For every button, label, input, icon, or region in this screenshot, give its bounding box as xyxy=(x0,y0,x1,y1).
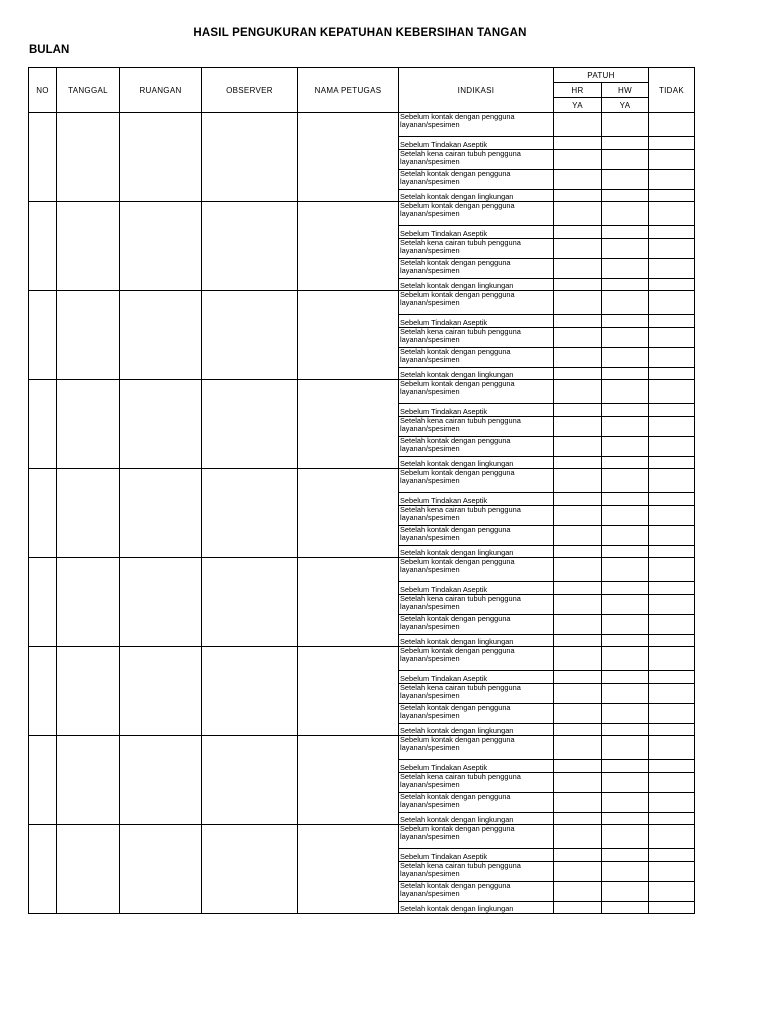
cell-tidak[interactable] xyxy=(649,546,695,558)
cell-observer[interactable] xyxy=(202,380,298,469)
cell-hr-ya[interactable] xyxy=(554,328,602,348)
header-hr-ya: YA xyxy=(554,98,602,113)
cell-tidak[interactable] xyxy=(649,348,695,368)
cell-indikasi: Sebelum kontak dengan pengguna layanan/spesimen xyxy=(399,825,554,849)
cell-hw-ya[interactable] xyxy=(602,368,649,380)
table-body xyxy=(29,113,695,914)
cell-indikasi: Setelah kena cairan tubuh pengguna layanan/spesimen xyxy=(399,862,554,882)
cell-hr-ya[interactable] xyxy=(554,862,602,882)
cell-tidak[interactable] xyxy=(649,259,695,279)
cell-tidak[interactable] xyxy=(649,457,695,469)
cell-tidak[interactable] xyxy=(649,291,695,315)
table-row xyxy=(29,647,695,671)
cell-hw-ya[interactable] xyxy=(602,417,649,437)
cell-tidak[interactable] xyxy=(649,793,695,813)
cell-hw-ya[interactable] xyxy=(602,704,649,724)
cell-hw-ya[interactable] xyxy=(602,291,649,315)
cell-hr-ya[interactable] xyxy=(554,595,602,615)
cell-nama-petugas[interactable] xyxy=(298,380,399,469)
cell-hw-ya[interactable] xyxy=(602,469,649,493)
cell-tidak[interactable] xyxy=(649,190,695,202)
cell-hw-ya[interactable] xyxy=(602,671,649,684)
cell-hr-ya[interactable] xyxy=(554,684,602,704)
cell-indikasi: Setelah kontak dengan pengguna layanan/spesimen xyxy=(399,526,554,546)
cell-hw-ya[interactable] xyxy=(602,380,649,404)
cell-tidak[interactable] xyxy=(649,137,695,150)
cell-tidak[interactable] xyxy=(649,328,695,348)
cell-indikasi: Setelah kena cairan tubuh pengguna layanan/spesimen xyxy=(399,417,554,437)
cell-tidak[interactable] xyxy=(649,404,695,417)
table-row xyxy=(29,558,695,582)
cell-hr-ya[interactable] xyxy=(554,793,602,813)
cell-indikasi: Sebelum Tindakan Aseptik xyxy=(399,582,554,595)
cell-hw-ya[interactable] xyxy=(602,190,649,202)
cell-tidak[interactable] xyxy=(649,113,695,137)
cell-hw-ya[interactable] xyxy=(602,684,649,704)
cell-tidak[interactable] xyxy=(649,469,695,493)
cell-tidak[interactable] xyxy=(649,226,695,239)
cell-observer[interactable] xyxy=(202,647,298,736)
cell-hr-ya[interactable] xyxy=(554,506,602,526)
table-row xyxy=(29,825,695,849)
cell-observer[interactable] xyxy=(202,736,298,825)
cell-hw-ya[interactable] xyxy=(602,170,649,190)
cell-no[interactable] xyxy=(29,647,57,736)
cell-indikasi: Sebelum Tindakan Aseptik xyxy=(399,404,554,417)
cell-tidak[interactable] xyxy=(649,724,695,736)
cell-hr-ya[interactable] xyxy=(554,773,602,793)
cell-tidak[interactable] xyxy=(649,671,695,684)
cell-ruangan[interactable] xyxy=(120,291,202,380)
header-indikasi: INDIKASI xyxy=(399,68,554,113)
cell-hw-ya[interactable] xyxy=(602,793,649,813)
cell-no[interactable] xyxy=(29,202,57,291)
cell-hw-ya[interactable] xyxy=(602,457,649,469)
cell-hw-ya[interactable] xyxy=(602,582,649,595)
cell-tidak[interactable] xyxy=(649,202,695,226)
cell-hr-ya[interactable] xyxy=(554,825,602,849)
table-row xyxy=(29,291,695,315)
cell-tidak[interactable] xyxy=(649,760,695,773)
cell-ruangan[interactable] xyxy=(120,469,202,558)
cell-tidak[interactable] xyxy=(649,279,695,291)
compliance-table xyxy=(28,67,695,914)
cell-indikasi: Sebelum Tindakan Aseptik xyxy=(399,849,554,862)
cell-hr-ya[interactable] xyxy=(554,137,602,150)
cell-tidak[interactable] xyxy=(649,849,695,862)
header-tanggal: TANGGAL xyxy=(57,68,120,113)
cell-tidak[interactable] xyxy=(649,558,695,582)
cell-indikasi: Sebelum Tindakan Aseptik xyxy=(399,137,554,150)
cell-hw-ya[interactable] xyxy=(602,635,649,647)
cell-hr-ya[interactable] xyxy=(554,704,602,724)
cell-hr-ya[interactable] xyxy=(554,546,602,558)
cell-no[interactable] xyxy=(29,736,57,825)
cell-tanggal[interactable] xyxy=(57,647,120,736)
cell-hr-ya[interactable] xyxy=(554,150,602,170)
cell-hr-ya[interactable] xyxy=(554,279,602,291)
cell-hr-ya[interactable] xyxy=(554,849,602,862)
cell-hw-ya[interactable] xyxy=(602,279,649,291)
cell-indikasi: Setelah kontak dengan lingkungan xyxy=(399,546,554,558)
cell-hw-ya[interactable] xyxy=(602,113,649,137)
cell-observer[interactable] xyxy=(202,558,298,647)
cell-observer[interactable] xyxy=(202,469,298,558)
cell-hr-ya[interactable] xyxy=(554,417,602,437)
cell-indikasi: Sebelum kontak dengan pengguna layanan/spesimen xyxy=(399,647,554,671)
cell-nama-petugas[interactable] xyxy=(298,469,399,558)
cell-indikasi: Sebelum Tindakan Aseptik xyxy=(399,671,554,684)
cell-indikasi: Setelah kena cairan tubuh pengguna layanan/spesimen xyxy=(399,239,554,259)
cell-hw-ya[interactable] xyxy=(602,239,649,259)
cell-tidak[interactable] xyxy=(649,773,695,793)
cell-hr-ya[interactable] xyxy=(554,190,602,202)
document-title: HASIL PENGUKURAN KEPATUHAN KEBERSIHAN TANGAN xyxy=(193,27,527,39)
cell-tanggal[interactable] xyxy=(57,380,120,469)
cell-indikasi: Setelah kontak dengan pengguna layanan/spesimen xyxy=(399,793,554,813)
cell-no[interactable] xyxy=(29,558,57,647)
cell-hw-ya[interactable] xyxy=(602,328,649,348)
cell-indikasi: Setelah kontak dengan pengguna layanan/spesimen xyxy=(399,704,554,724)
cell-indikasi: Sebelum Tindakan Aseptik xyxy=(399,226,554,239)
cell-hw-ya[interactable] xyxy=(602,348,649,368)
cell-tidak[interactable] xyxy=(649,813,695,825)
cell-tidak[interactable] xyxy=(649,380,695,404)
cell-no[interactable] xyxy=(29,380,57,469)
cell-tidak[interactable] xyxy=(649,170,695,190)
cell-indikasi: Setelah kontak dengan lingkungan xyxy=(399,902,554,914)
cell-indikasi: Sebelum Tindakan Aseptik xyxy=(399,315,554,328)
cell-indikasi: Setelah kena cairan tubuh pengguna layanan/spesimen xyxy=(399,506,554,526)
cell-hw-ya[interactable] xyxy=(602,546,649,558)
cell-no[interactable] xyxy=(29,113,57,202)
cell-ruangan[interactable] xyxy=(120,825,202,914)
cell-hr-ya[interactable] xyxy=(554,635,602,647)
cell-indikasi: Setelah kena cairan tubuh pengguna layanan/spesimen xyxy=(399,328,554,348)
cell-indikasi: Setelah kontak dengan lingkungan xyxy=(399,813,554,825)
cell-tidak[interactable] xyxy=(649,582,695,595)
cell-hr-ya[interactable] xyxy=(554,259,602,279)
cell-tidak[interactable] xyxy=(649,506,695,526)
cell-hr-ya[interactable] xyxy=(554,368,602,380)
cell-nama-petugas[interactable] xyxy=(298,291,399,380)
cell-hw-ya[interactable] xyxy=(602,493,649,506)
cell-nama-petugas[interactable] xyxy=(298,202,399,291)
cell-tanggal[interactable] xyxy=(57,202,120,291)
cell-hr-ya[interactable] xyxy=(554,113,602,137)
table-row xyxy=(29,202,695,226)
cell-tidak[interactable] xyxy=(649,595,695,615)
cell-tidak[interactable] xyxy=(649,862,695,882)
cell-ruangan[interactable] xyxy=(120,380,202,469)
cell-indikasi: Sebelum Tindakan Aseptik xyxy=(399,760,554,773)
cell-hw-ya[interactable] xyxy=(602,862,649,882)
cell-tidak[interactable] xyxy=(649,704,695,724)
table-row xyxy=(29,736,695,760)
cell-nama-petugas[interactable] xyxy=(298,736,399,825)
cell-tidak[interactable] xyxy=(649,493,695,506)
cell-indikasi: Setelah kontak dengan pengguna layanan/spesimen xyxy=(399,437,554,457)
header-nama-petugas: NAMA PETUGAS xyxy=(298,68,399,113)
cell-ruangan[interactable] xyxy=(120,202,202,291)
cell-ruangan[interactable] xyxy=(120,113,202,202)
cell-indikasi: Setelah kontak dengan pengguna layanan/spesimen xyxy=(399,348,554,368)
cell-hr-ya[interactable] xyxy=(554,226,602,239)
cell-indikasi: Setelah kena cairan tubuh pengguna layanan/spesimen xyxy=(399,595,554,615)
header-hw: HW xyxy=(602,83,649,98)
cell-hr-ya[interactable] xyxy=(554,615,602,635)
cell-indikasi: Sebelum kontak dengan pengguna layanan/spesimen xyxy=(399,736,554,760)
cell-tidak[interactable] xyxy=(649,239,695,259)
cell-indikasi: Setelah kontak dengan pengguna layanan/spesimen xyxy=(399,615,554,635)
cell-hw-ya[interactable] xyxy=(602,773,649,793)
cell-tanggal[interactable] xyxy=(57,736,120,825)
table-row xyxy=(29,469,695,493)
cell-indikasi: Setelah kontak dengan pengguna layanan/spesimen xyxy=(399,170,554,190)
cell-indikasi: Sebelum kontak dengan pengguna layanan/spesimen xyxy=(399,469,554,493)
cell-tidak[interactable] xyxy=(649,736,695,760)
cell-indikasi: Sebelum kontak dengan pengguna layanan/spesimen xyxy=(399,380,554,404)
cell-hr-ya[interactable] xyxy=(554,813,602,825)
cell-nama-petugas[interactable] xyxy=(298,113,399,202)
cell-nama-petugas[interactable] xyxy=(298,825,399,914)
cell-hw-ya[interactable] xyxy=(602,315,649,328)
cell-indikasi: Sebelum kontak dengan pengguna layanan/spesimen xyxy=(399,113,554,137)
cell-hr-ya[interactable] xyxy=(554,469,602,493)
cell-hw-ya[interactable] xyxy=(602,437,649,457)
cell-tidak[interactable] xyxy=(649,825,695,849)
cell-hw-ya[interactable] xyxy=(602,259,649,279)
cell-tidak[interactable] xyxy=(649,882,695,902)
header-no: NO xyxy=(29,68,57,113)
cell-hw-ya[interactable] xyxy=(602,137,649,150)
cell-hr-ya[interactable] xyxy=(554,647,602,671)
cell-tanggal[interactable] xyxy=(57,825,120,914)
cell-hw-ya[interactable] xyxy=(602,825,649,849)
cell-hr-ya[interactable] xyxy=(554,437,602,457)
cell-tidak[interactable] xyxy=(649,437,695,457)
cell-indikasi: Setelah kena cairan tubuh pengguna layanan/spesimen xyxy=(399,150,554,170)
cell-nama-petugas[interactable] xyxy=(298,558,399,647)
cell-hw-ya[interactable] xyxy=(602,849,649,862)
cell-tidak[interactable] xyxy=(649,417,695,437)
cell-tidak[interactable] xyxy=(649,150,695,170)
cell-indikasi: Setelah kontak dengan lingkungan xyxy=(399,457,554,469)
cell-observer[interactable] xyxy=(202,291,298,380)
cell-indikasi: Setelah kena cairan tubuh pengguna layanan/spesimen xyxy=(399,684,554,704)
header-tidak: TIDAK xyxy=(649,68,695,113)
cell-hw-ya[interactable] xyxy=(602,506,649,526)
header-observer: OBSERVER xyxy=(202,68,298,113)
cell-indikasi: Sebelum kontak dengan pengguna layanan/spesimen xyxy=(399,291,554,315)
cell-hw-ya[interactable] xyxy=(602,150,649,170)
cell-hw-ya[interactable] xyxy=(602,526,649,546)
cell-hr-ya[interactable] xyxy=(554,902,602,914)
cell-hw-ya[interactable] xyxy=(602,202,649,226)
cell-hw-ya[interactable] xyxy=(602,404,649,417)
cell-tidak[interactable] xyxy=(649,315,695,328)
cell-indikasi: Setelah kontak dengan lingkungan xyxy=(399,724,554,736)
cell-hw-ya[interactable] xyxy=(602,615,649,635)
cell-observer[interactable] xyxy=(202,113,298,202)
cell-hr-ya[interactable] xyxy=(554,493,602,506)
header-hw-ya: YA xyxy=(602,98,649,113)
cell-hw-ya[interactable] xyxy=(602,902,649,914)
cell-hr-ya[interactable] xyxy=(554,582,602,595)
header-hr: HR xyxy=(554,83,602,98)
cell-indikasi: Setelah kontak dengan pengguna layanan/spesimen xyxy=(399,259,554,279)
table-row xyxy=(29,380,695,404)
cell-hw-ya[interactable] xyxy=(602,647,649,671)
cell-hr-ya[interactable] xyxy=(554,736,602,760)
cell-tanggal[interactable] xyxy=(57,469,120,558)
cell-tidak[interactable] xyxy=(649,647,695,671)
cell-tanggal[interactable] xyxy=(57,113,120,202)
cell-tidak[interactable] xyxy=(649,635,695,647)
cell-hr-ya[interactable] xyxy=(554,724,602,736)
cell-tidak[interactable] xyxy=(649,902,695,914)
cell-hr-ya[interactable] xyxy=(554,760,602,773)
cell-no[interactable] xyxy=(29,825,57,914)
cell-hw-ya[interactable] xyxy=(602,813,649,825)
cell-ruangan[interactable] xyxy=(120,736,202,825)
cell-hw-ya[interactable] xyxy=(602,724,649,736)
cell-indikasi: Sebelum kontak dengan pengguna layanan/spesimen xyxy=(399,202,554,226)
cell-no[interactable] xyxy=(29,291,57,380)
cell-hw-ya[interactable] xyxy=(602,595,649,615)
cell-hr-ya[interactable] xyxy=(554,558,602,582)
table-row xyxy=(29,113,695,137)
cell-ruangan[interactable] xyxy=(120,647,202,736)
cell-hr-ya[interactable] xyxy=(554,170,602,190)
cell-hr-ya[interactable] xyxy=(554,526,602,546)
month-label: BULAN xyxy=(29,44,70,56)
cell-nama-petugas[interactable] xyxy=(298,647,399,736)
cell-hr-ya[interactable] xyxy=(554,380,602,404)
cell-hr-ya[interactable] xyxy=(554,457,602,469)
cell-hw-ya[interactable] xyxy=(602,736,649,760)
cell-tidak[interactable] xyxy=(649,615,695,635)
cell-tanggal[interactable] xyxy=(57,558,120,647)
cell-no[interactable] xyxy=(29,469,57,558)
cell-hw-ya[interactable] xyxy=(602,226,649,239)
cell-indikasi: Setelah kontak dengan lingkungan xyxy=(399,635,554,647)
cell-hr-ya[interactable] xyxy=(554,404,602,417)
cell-hr-ya[interactable] xyxy=(554,291,602,315)
cell-tanggal[interactable] xyxy=(57,291,120,380)
cell-indikasi: Setelah kontak dengan lingkungan xyxy=(399,190,554,202)
cell-indikasi: Setelah kena cairan tubuh pengguna layanan/spesimen xyxy=(399,773,554,793)
cell-tidak[interactable] xyxy=(649,368,695,380)
cell-tidak[interactable] xyxy=(649,526,695,546)
cell-observer[interactable] xyxy=(202,825,298,914)
cell-hw-ya[interactable] xyxy=(602,558,649,582)
header-ruangan: RUANGAN xyxy=(120,68,202,113)
cell-hr-ya[interactable] xyxy=(554,671,602,684)
cell-observer[interactable] xyxy=(202,202,298,291)
cell-hr-ya[interactable] xyxy=(554,315,602,328)
table-header xyxy=(29,68,695,113)
cell-tidak[interactable] xyxy=(649,684,695,704)
cell-hr-ya[interactable] xyxy=(554,882,602,902)
cell-ruangan[interactable] xyxy=(120,558,202,647)
cell-hw-ya[interactable] xyxy=(602,760,649,773)
cell-indikasi: Setelah kontak dengan pengguna layanan/spesimen xyxy=(399,882,554,902)
header-patuh: PATUH xyxy=(554,68,649,83)
cell-indikasi: Setelah kontak dengan lingkungan xyxy=(399,279,554,291)
cell-indikasi: Sebelum Tindakan Aseptik xyxy=(399,493,554,506)
cell-hr-ya[interactable] xyxy=(554,239,602,259)
cell-hw-ya[interactable] xyxy=(602,882,649,902)
cell-indikasi: Setelah kontak dengan lingkungan xyxy=(399,368,554,380)
cell-hr-ya[interactable] xyxy=(554,348,602,368)
cell-indikasi: Sebelum kontak dengan pengguna layanan/spesimen xyxy=(399,558,554,582)
cell-hr-ya[interactable] xyxy=(554,202,602,226)
